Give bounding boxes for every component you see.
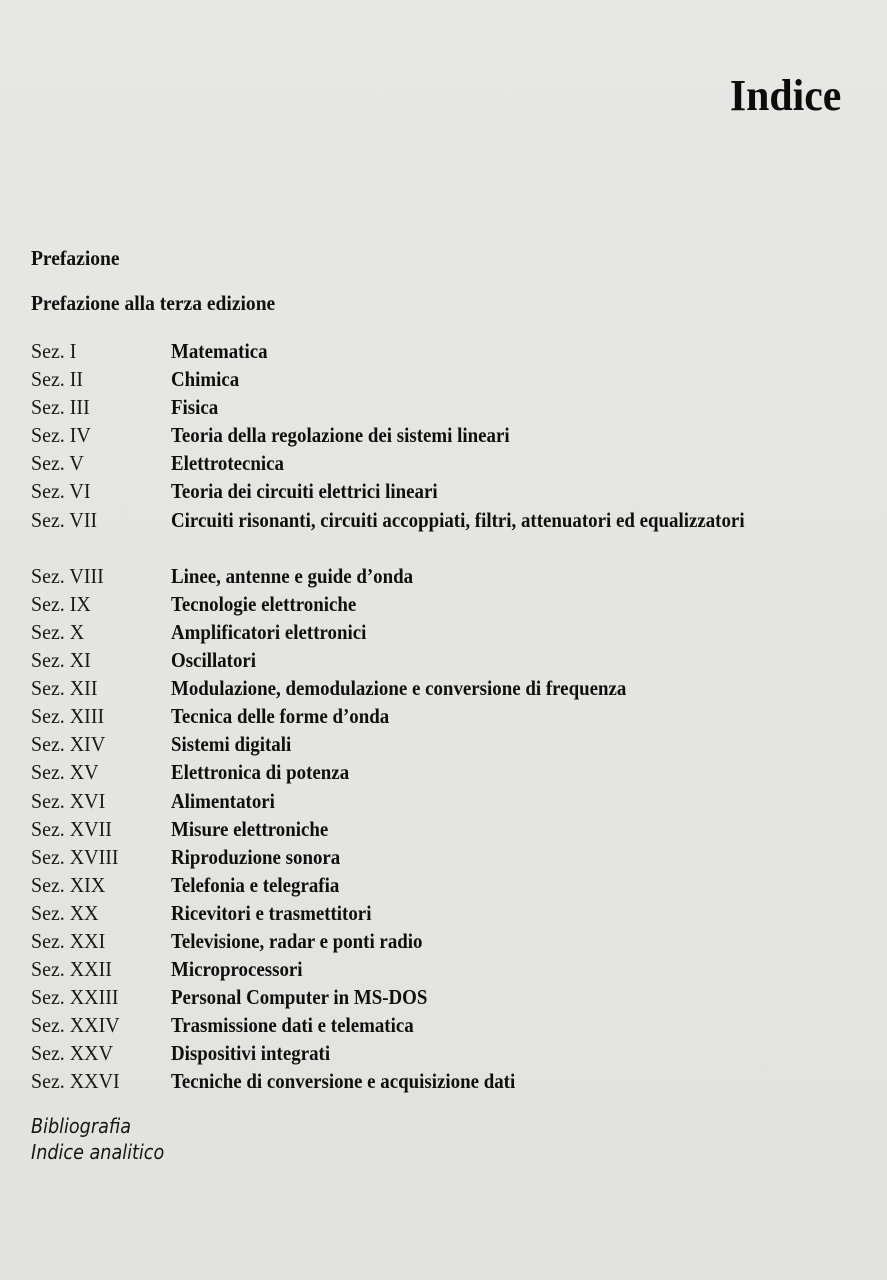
section-number: Sez. XIV	[31, 732, 106, 757]
toc-row	[31, 815, 861, 843]
toc-row	[31, 337, 861, 365]
section-number: Sez. XXV	[31, 1041, 114, 1066]
section-title: Alimentatori	[171, 788, 275, 813]
section-number: Sez. X	[31, 619, 85, 644]
section-number: Sez. XIX	[31, 872, 106, 897]
section-title: Fisica	[171, 395, 219, 420]
section-number: Sez. XVII	[31, 816, 112, 841]
toc-row	[31, 758, 861, 786]
toc-row	[31, 871, 861, 899]
section-title: Dispositivi integrati	[171, 1041, 331, 1066]
section-title: Sistemi digitali	[171, 732, 292, 757]
section-title: Tecnologie elettroniche	[171, 591, 357, 616]
toc-entry-analytic-index: Indice analitico	[31, 1140, 165, 1164]
section-title: Teoria della regolazione dei sistemi lineari	[171, 423, 510, 448]
section-title: Teoria dei circuiti elettrici lineari	[171, 479, 438, 504]
section-number: Sez. VII	[31, 507, 98, 532]
toc-row	[31, 506, 861, 562]
section-number: Sez. VIII	[31, 563, 104, 588]
section-number: Sez. XX	[31, 900, 99, 925]
section-number: Sez. XVI	[31, 788, 106, 813]
toc-row	[31, 899, 861, 927]
section-title: Matematica	[171, 339, 268, 363]
section-number: Sez. VI	[31, 479, 91, 504]
section-title: Amplificatori elettronici	[171, 619, 367, 644]
section-number: Sez. IV	[31, 423, 91, 448]
section-title: Ricevitori e trasmettitori	[171, 900, 372, 925]
section-number: Sez. XXIV	[31, 1013, 120, 1038]
toc-row	[31, 674, 861, 702]
toc-row	[31, 927, 861, 955]
toc-row	[31, 983, 861, 1011]
toc-entry-preface: Prefazione	[31, 246, 120, 270]
section-number: Sez. XXI	[31, 928, 106, 953]
toc-row	[31, 702, 861, 730]
section-number: Sez. XII	[31, 676, 98, 701]
section-number: Sez. IX	[31, 591, 91, 616]
section-title: Televisione, radar e ponti radio	[171, 928, 423, 953]
toc-row	[31, 421, 861, 449]
toc-row	[31, 1039, 861, 1067]
section-number: Sez. I	[31, 339, 77, 363]
section-number: Sez. V	[31, 451, 84, 476]
section-number: Sez. XXIII	[31, 985, 119, 1010]
toc-row	[31, 955, 861, 983]
section-number: Sez. III	[31, 395, 90, 420]
toc-entry-third-edition-preface: Prefazione alla terza edizione	[31, 291, 276, 315]
section-title: Linee, antenne e guide d’onda	[171, 563, 414, 588]
toc-row	[31, 618, 861, 646]
section-title: Telefonia e telegrafia	[171, 872, 340, 897]
section-title: Tecniche di conversione e acquisizione dati	[171, 1069, 516, 1094]
toc-row	[31, 393, 861, 421]
section-number: Sez. XIII	[31, 704, 105, 729]
toc-row	[31, 449, 861, 477]
toc-row	[31, 646, 861, 674]
section-number: Sez. XV	[31, 760, 99, 785]
section-title: Microprocessori	[171, 957, 303, 982]
section-title: Elettrotecnica	[171, 451, 285, 476]
section-title: Trasmissione dati e telematica	[171, 1013, 414, 1038]
toc-entry-bibliography: Bibliografia	[31, 1114, 132, 1138]
section-title: Elettronica di potenza	[171, 760, 350, 785]
section-title: Tecnica delle forme d’onda	[171, 704, 390, 729]
section-title: Oscillatori	[171, 648, 257, 673]
section-number: Sez. XI	[31, 648, 91, 673]
toc-row	[31, 1011, 861, 1039]
page-title: Indice	[729, 71, 841, 120]
toc-row	[31, 730, 861, 758]
toc-row	[31, 1067, 861, 1095]
section-number: Sez. II	[31, 367, 84, 392]
section-number: Sez. XXVI	[31, 1069, 120, 1094]
section-title: Chimica	[171, 367, 240, 392]
toc-row	[31, 562, 861, 590]
toc-row	[31, 365, 861, 393]
section-number: Sez. XVIII	[31, 844, 119, 869]
toc-row	[31, 477, 861, 505]
table-of-contents	[31, 337, 861, 1096]
toc-row	[31, 787, 861, 815]
toc-row	[31, 843, 861, 871]
toc-row	[31, 590, 861, 618]
section-title: Circuiti risonanti, circuiti accoppiati, filtri, attenuatori ed equalizzatori	[171, 507, 745, 532]
section-number: Sez. XXII	[31, 957, 112, 982]
section-title: Modulazione, demodulazione e conversione di frequenza	[171, 676, 627, 701]
section-title: Riproduzione sonora	[171, 844, 341, 869]
section-title: Misure elettroniche	[171, 816, 329, 841]
section-title: Personal Computer in MS-DOS	[171, 985, 428, 1010]
